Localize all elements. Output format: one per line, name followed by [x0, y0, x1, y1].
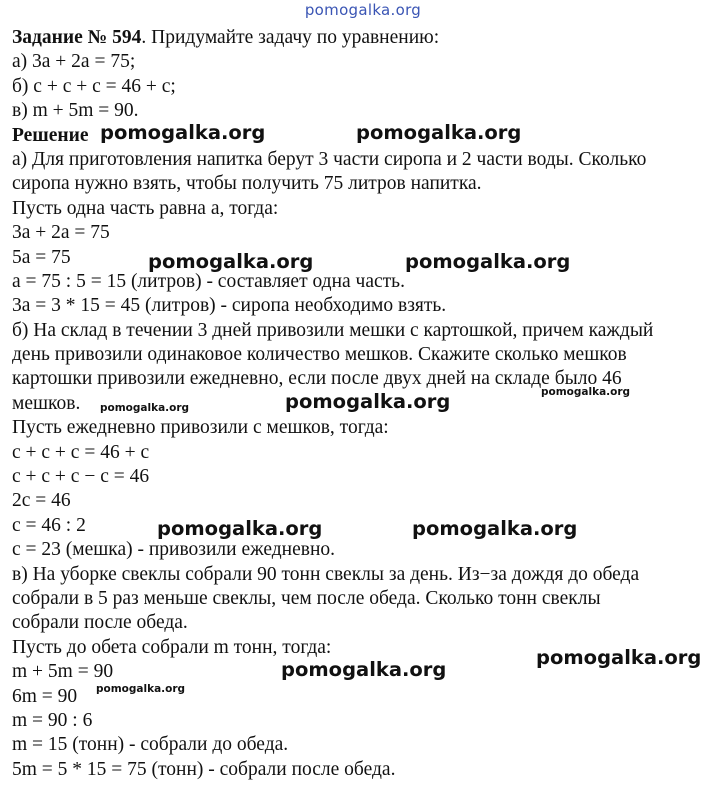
- task-prompt: . Придумайте задачу по уравнению:: [141, 27, 440, 48]
- watermark: pomogalka.org: [356, 121, 522, 144]
- solution-line: сиропа нужно взять, чтобы получить 75 литров напитка.: [12, 173, 482, 195]
- solution-line: картошки привозили ежедневно, если после двух дней на складе было 46: [12, 368, 622, 390]
- solution-line: m = 90 : 6: [12, 709, 93, 731]
- solution-line: Пусть одна часть равна а, тогда:: [12, 197, 279, 219]
- solution-line: Пусть до обета собрали m тонн, тогда:: [12, 636, 332, 658]
- solution-line: с = 23 (мешка) - привозили ежедневно.: [12, 539, 336, 561]
- task-equation: б) c + c + c = 46 + c;: [12, 75, 176, 97]
- solution-line: день привозили одинаковое количество мешков. Скажите сколько мешков: [12, 344, 627, 366]
- solution-line: б) На склад в течении 3 дней привозили мешки с картошкой, причем каждый: [12, 319, 654, 341]
- watermark: pomogalka.org: [96, 683, 186, 695]
- watermark: pomogalka.org: [100, 402, 190, 414]
- solution-line: 3а = 3 * 15 = 45 (литров) - сиропа необходимо взять.: [12, 295, 447, 317]
- task-heading-line: [12, 26, 724, 50]
- solution-line: Пусть ежедневно привозили с мешков, тогда:: [12, 417, 389, 439]
- solution-line: 5m = 5 * 15 = 75 (тонн) - собрали после обеда.: [12, 758, 396, 780]
- watermark: pomogalka.org: [281, 658, 447, 681]
- watermark: pomogalka.org: [405, 250, 571, 273]
- watermark: pomogalka.org: [536, 646, 702, 669]
- task-equation: в) m + 5m = 90.: [12, 100, 139, 122]
- solution-heading: Решение: [12, 124, 89, 146]
- solution-line: мешков.: [12, 392, 81, 414]
- header-watermark: pomogalka.org: [304, 1, 422, 19]
- solution-line: собрали после обеда.: [12, 612, 188, 634]
- task-equation: а) 3a + 2a = 75;: [12, 51, 136, 73]
- watermark: pomogalka.org: [541, 386, 631, 398]
- solution-line: собрали в 5 раз меньше свеклы, чем после обеда. Сколько тонн свеклы: [12, 587, 601, 609]
- solution-line: а = 75 : 5 = 15 (литров) - составляет одна часть.: [12, 270, 405, 292]
- watermark: pomogalka.org: [100, 121, 266, 144]
- task-title: Задание № 594: [12, 27, 142, 48]
- solution-line: в) На уборке свеклы собрали 90 тонн свеклы за день. Из−за дождя до обеда: [12, 563, 640, 585]
- solution-line: m = 15 (тонн) - собрали до обеда.: [12, 734, 289, 756]
- solution-line: с + с + с = 46 + с: [12, 441, 150, 463]
- solution-line: m + 5m = 90: [12, 661, 114, 683]
- watermark: pomogalka.org: [157, 517, 323, 540]
- solution-line: 6m = 90: [12, 685, 78, 707]
- solution-line: 3а + 2а = 75: [12, 222, 110, 244]
- solution-line: 2с = 46: [12, 490, 71, 512]
- watermark: pomogalka.org: [412, 517, 578, 540]
- watermark: pomogalka.org: [148, 250, 314, 273]
- watermark: pomogalka.org: [285, 390, 451, 413]
- solution-line: с = 46 : 2: [12, 514, 86, 536]
- solution-line: с + с + с − с = 46: [12, 466, 150, 488]
- solution-line: 5а = 75: [12, 246, 71, 268]
- solution-line: а) Для приготовления напитка берут 3 части сиропа и 2 части воды. Сколько: [12, 148, 647, 170]
